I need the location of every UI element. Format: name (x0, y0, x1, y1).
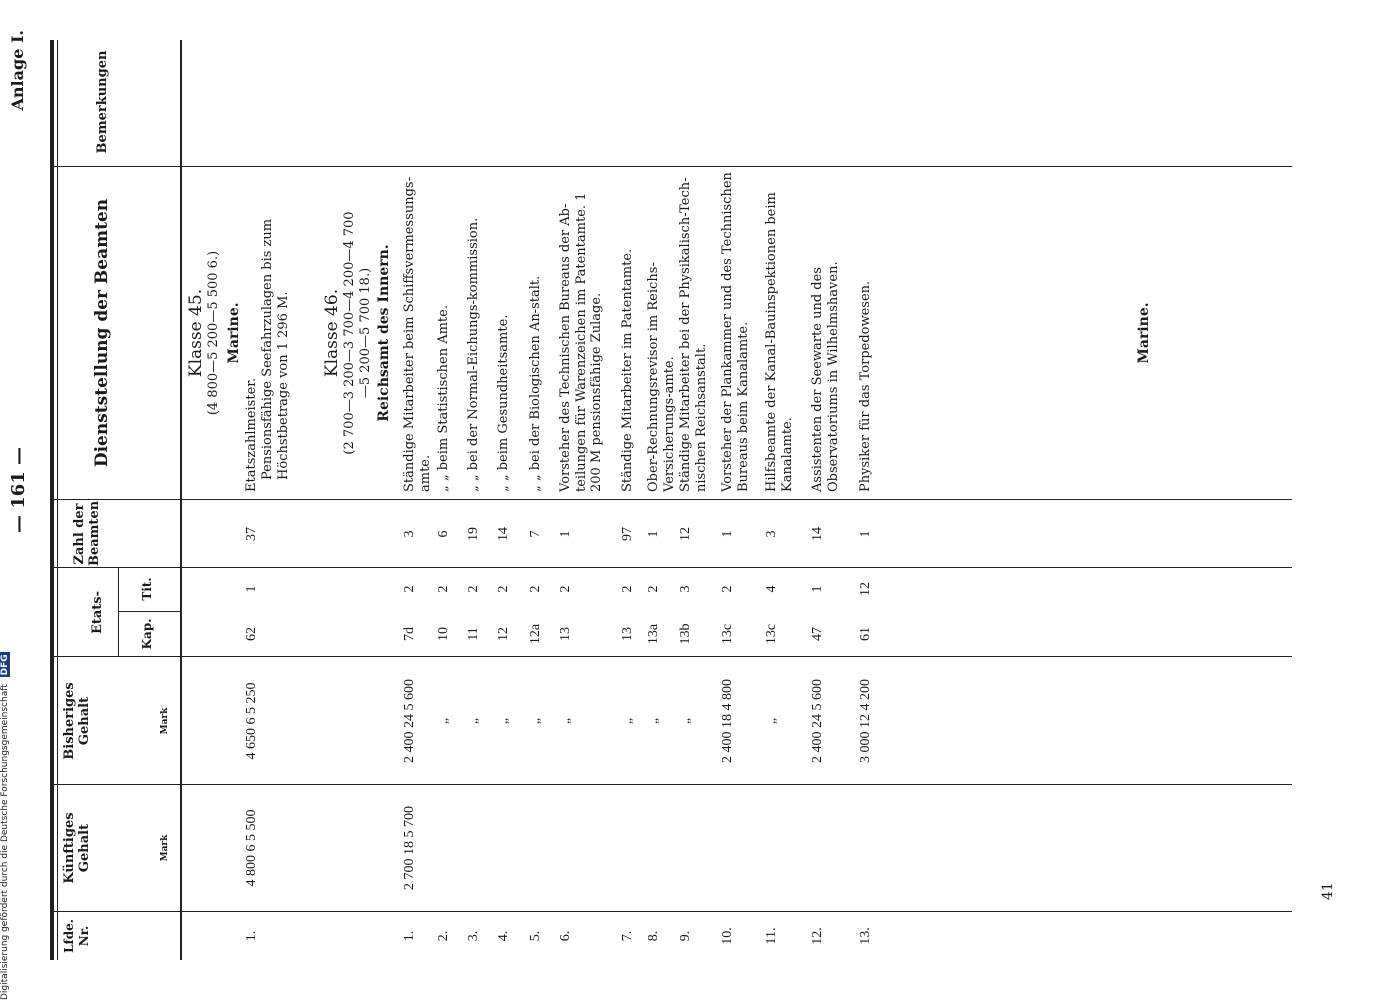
row-nr: 9. (678, 930, 693, 942)
row-tit: 12 (858, 582, 873, 596)
row-kuenftig: 2 700 18 5 700 (402, 806, 417, 890)
row-bisher: „ (466, 717, 481, 725)
top-rule-thick (50, 40, 54, 960)
header-etats: Etats- (90, 590, 105, 635)
row-bisher: „ (496, 717, 511, 725)
col-rule-3 (52, 656, 1292, 657)
row-bisher: „ (620, 717, 635, 725)
kap-tit-rule (118, 611, 182, 612)
row-nr: 1. (402, 930, 417, 942)
row-zahl: 7 (528, 530, 543, 538)
header-zahl: Zahl der Beamten (72, 500, 102, 566)
klasse-46-title: Klasse 46. (322, 288, 342, 378)
row-nr: 7. (620, 930, 635, 942)
col-rule-2 (52, 784, 1292, 785)
row-description: Ständige Mitarbeiter bei der Physikalisch-Tech-nischen Reichsanstalt. (678, 177, 709, 492)
row-nr: 8. (646, 930, 661, 942)
row-nr: 6. (558, 930, 573, 942)
row-zahl: 3 (764, 530, 779, 538)
row-nr: 5. (528, 930, 543, 942)
header-nr: Lfde. Nr. (62, 919, 91, 953)
footer-credit (0, 620, 14, 1000)
row-bisher: „ (558, 717, 573, 725)
header-bottom-rule (180, 40, 182, 960)
row-bisher: 4 650 6 5 250 (244, 682, 259, 760)
row-kap: 13b (678, 623, 693, 645)
row-zahl: 1 (558, 530, 573, 538)
klasse-45-title: Klasse 45. (186, 288, 206, 378)
row-zahl: 1 (646, 530, 661, 538)
row-nr: 1. (244, 930, 259, 942)
klasse-46-range-1: (2 700—3 200—3 700—4 200—4 700 (342, 211, 357, 455)
row-kap: 13a (646, 623, 661, 645)
klasse-46-range-2: —5 200—5 700 18.) (358, 267, 373, 399)
row-tit: 4 (764, 585, 779, 593)
anlage-label: Anlage I. (8, 30, 27, 111)
row-description: Ständige Mitarbeiter beim Schiffsvermessungs-amte. (402, 177, 433, 492)
row-nr: 13. (858, 927, 873, 945)
row-bisher: „ (528, 717, 543, 725)
row-kap: 62 (244, 627, 259, 641)
row-nr: 4. (496, 930, 511, 942)
row-description-note: Pensionsfähige Seefahrzulagen bis zum Höchstbetrage von 1 296 M. (260, 218, 291, 480)
row-kap: 61 (858, 627, 873, 641)
row-nr: 10. (720, 927, 735, 945)
row-tit: 2 (620, 585, 635, 593)
row-tit: 1 (810, 585, 825, 593)
row-description: Hilfsbeamte der Kanal-Bauinspektionen beim Kanalamte. (764, 192, 795, 492)
row-nr: 12. (810, 927, 825, 945)
row-kuenftig: 4 800 6 5 500 (244, 809, 259, 887)
header-bisheriges-unit: Mark (160, 707, 170, 735)
row-zahl: 1 (720, 530, 735, 538)
row-kap: 7d (402, 627, 417, 641)
row-description: „ „ bei der Normal-Eichungs-kommission. (466, 217, 481, 492)
reichsamt-heading: Reichsamt des Innern. (376, 244, 392, 422)
row-zahl: 6 (436, 530, 451, 538)
row-tit: 2 (558, 585, 573, 593)
etats-subrule (118, 568, 119, 657)
row-zahl: 12 (678, 527, 693, 541)
row-description: Assistenten der Seewarte und des Observatoriums in Wilhelmshaven. (810, 261, 841, 492)
row-nr: 11. (764, 927, 779, 945)
header-bemerkungen: Bemerkungen (95, 50, 110, 154)
row-tit: 2 (720, 585, 735, 593)
row-zahl: 97 (620, 527, 635, 541)
row-nr: 2. (436, 930, 451, 942)
row-tit: 2 (466, 585, 481, 593)
row-zahl: 19 (466, 527, 481, 541)
row-zahl: 14 (810, 527, 825, 541)
row-zahl: 14 (496, 527, 511, 541)
row-tit: 2 (436, 585, 451, 593)
row-description: Vorsteher der Plankammer und des Technischen Bureaus beim Kanalamte. (720, 172, 751, 492)
row-bisher: „ (436, 717, 451, 725)
header-kuenftiges: Künftiges Gehalt (62, 812, 92, 884)
row-bisher: 3 000 12 4 200 (858, 679, 873, 763)
row-kap: 13 (558, 627, 573, 641)
row-description: „ „ bei der Biologischen An-stalt. (528, 275, 543, 492)
top-rule-thin (57, 40, 58, 960)
row-tit: 1 (244, 585, 259, 593)
row-bisher: „ (764, 717, 779, 725)
side-note: 41 (1320, 882, 1336, 900)
row-zahl: 37 (244, 527, 259, 541)
marine-heading-1: Marine. (226, 302, 242, 364)
row-description: Vorsteher des Technischen Bureaus der Ab-teilungen für Warenzeichen im Patentamte. 1 200 M pensionsfähige Zulage. (558, 192, 604, 492)
row-bisher: „ (646, 717, 661, 725)
row-kap: 12a (528, 623, 543, 645)
header-kap: Kap. (140, 618, 154, 650)
header-tit: Tit. (140, 577, 154, 601)
dfg-logo: DFG (0, 654, 10, 676)
row-description: „ „ beim Gesundheitsamte. (496, 314, 511, 492)
row-bisher: 2 400 24 5 600 (402, 679, 417, 763)
row-kap: 10 (436, 627, 451, 641)
row-zahl: 1 (858, 530, 873, 538)
row-kap: 47 (810, 627, 825, 641)
footer-credit-text: Digitalisierung gefördert durch die Deutsche Forschungsgemeinschaft (0, 684, 10, 1000)
page-number: — 161 — (8, 446, 29, 534)
row-bisher: 2 400 24 5 600 (810, 679, 825, 763)
row-bisher: „ (678, 717, 693, 725)
header-kuenftiges-unit: Mark (160, 834, 170, 862)
row-description: Ober-Rechnungsrevisor im Reichs-Versicherungs-amte. (646, 262, 677, 492)
row-tit: 3 (678, 585, 693, 593)
row-kap: 11 (466, 627, 481, 641)
col-rule-1 (52, 911, 1292, 912)
row-zahl: 3 (402, 530, 417, 538)
row-kap: 13c (764, 623, 779, 645)
row-tit: 2 (646, 585, 661, 593)
row-description: Ständige Mitarbeiter im Patentamte. (620, 248, 635, 492)
row-kap: 13c (720, 623, 735, 645)
row-tit: 2 (402, 585, 417, 593)
row-description: Physiker für das Torpedowesen. (858, 280, 873, 492)
header-bisheriges: Bisheriges Gehalt (62, 682, 92, 760)
row-kap: 12 (496, 627, 511, 641)
row-tit: 2 (528, 585, 543, 593)
row-nr: 3. (466, 930, 481, 942)
header-dienst: Dienststellung der Beamten (92, 198, 112, 468)
klasse-45-range: (4 800—5 200—5 500 6.) (206, 250, 221, 416)
row-tit: 2 (496, 585, 511, 593)
row-bisher: 2 400 18 4 800 (720, 679, 735, 763)
col-rule-4 (52, 567, 1292, 568)
row-description: Etatszahlmeister. (244, 377, 259, 492)
row-kap: 13 (620, 627, 635, 641)
marine-heading-2: Marine. (1136, 302, 1152, 364)
row-description: „ „ beim Statistischen Amte. (436, 305, 451, 492)
